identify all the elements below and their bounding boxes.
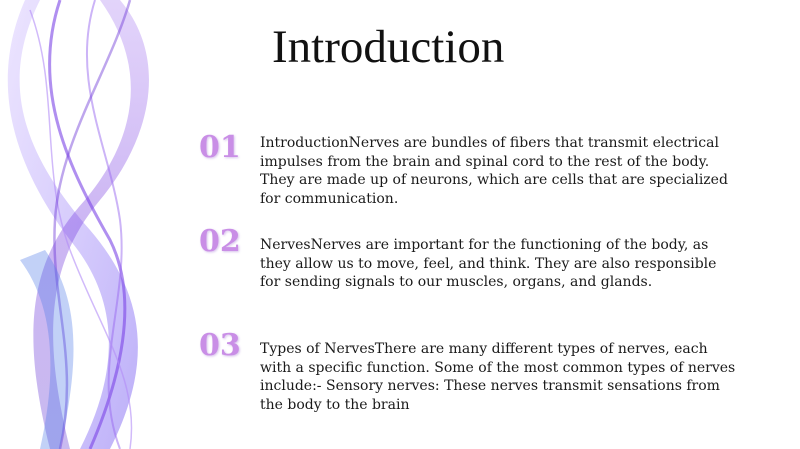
item-text-01: IntroductionNerves are bundles of fibers that transmit electrical impulses from the brain and spinal cord to the rest of the body. They are made up of neurons, which are cells that are specialized for communication. <box>260 135 728 207</box>
item-number-03: 03 <box>199 328 241 363</box>
item-number-01: 01 <box>199 130 241 165</box>
item-text-02: NervesNerves are important for the functioning of the body, as they allow us to move, feel, and think. They are also responsible for sending signals to our muscles, organs, and glands. <box>260 237 717 290</box>
slide-title: Introduction <box>272 21 505 73</box>
purple-ribbon-decoration <box>0 0 200 449</box>
item-text-03: Types of NervesThere are many different types of nerves, each with a specific function. Some of the most common types of nerves include:- Sensory nerves: These nerves transmit sensations from the body to the brain <box>260 341 736 413</box>
item-number-02: 02 <box>199 224 241 259</box>
